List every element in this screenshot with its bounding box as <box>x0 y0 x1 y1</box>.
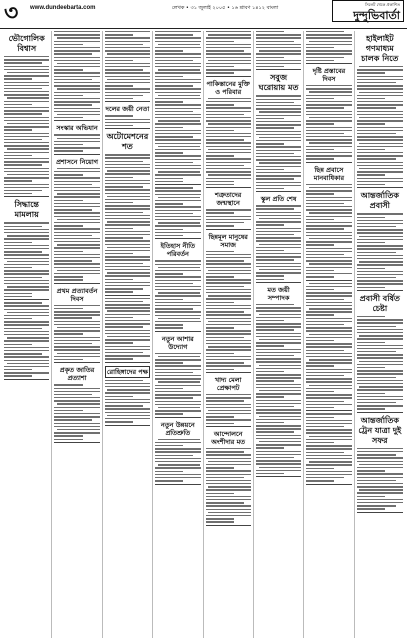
article-body-text <box>105 154 150 292</box>
article <box>155 187 200 239</box>
article-body-text <box>155 353 200 415</box>
article-headline: ভৌগোলিক বিশ্বাস <box>8 34 45 53</box>
article-divider <box>54 120 99 121</box>
article-body-text <box>105 115 150 126</box>
article-divider <box>54 442 99 443</box>
article-divider <box>206 525 251 526</box>
article-divider <box>105 425 150 426</box>
column-3 <box>103 31 153 638</box>
article-body-text <box>256 205 301 280</box>
masthead-name: দুন্দুভিবার্তা <box>353 9 400 22</box>
article-body-text <box>357 213 403 288</box>
article-body-text <box>306 413 351 481</box>
article-headline: আন্দোলনে অংশীদার মত <box>211 430 246 447</box>
article-body-text <box>306 31 351 61</box>
article-divider <box>206 426 251 427</box>
article-body-text <box>4 302 49 377</box>
article-divider <box>105 101 150 102</box>
article-headline: পাকিস্তানের মুক্তি ও পরিবার <box>206 79 250 96</box>
article-body-text <box>4 56 49 194</box>
article-headline: হাইলাইট গণমাধ্যম চালক নিতে <box>361 34 399 63</box>
article-divider <box>4 299 49 300</box>
article <box>206 233 251 373</box>
article-divider <box>256 476 301 477</box>
article <box>206 191 251 229</box>
article <box>54 158 99 284</box>
article <box>155 31 200 185</box>
article-body-text <box>256 31 301 67</box>
article <box>155 421 200 485</box>
article <box>54 124 99 154</box>
article-divider <box>206 76 251 77</box>
article-headline: প্রশাসনে নিয়োগ <box>56 157 99 166</box>
article-headline: স্কুল প্রতি শেষ <box>260 195 297 204</box>
article <box>306 67 351 163</box>
article <box>256 31 301 70</box>
article-divider <box>306 280 351 281</box>
article-divider <box>155 184 200 185</box>
header-rule <box>0 28 407 29</box>
article <box>357 294 403 413</box>
article-body-text <box>54 305 99 361</box>
article-headline: আন্তর্জাতিক ট্রেন যাত্রা দুই সফর <box>358 415 402 445</box>
article-divider <box>357 187 403 188</box>
article <box>306 31 351 64</box>
article-headline: শত্রুতাদের জন্মস্থানে <box>215 191 242 208</box>
column-7 <box>304 31 354 638</box>
article-divider <box>256 191 301 192</box>
article <box>206 80 251 188</box>
article-headline: আন্তর্জাতিক প্রবাসী <box>360 191 399 211</box>
article <box>206 31 251 77</box>
article-headline: নতুন আশার উদ্যোগ <box>161 334 194 351</box>
article-body-text <box>155 439 200 482</box>
newspaper-columns <box>2 31 405 638</box>
article-body-text <box>54 134 99 151</box>
article-headline: ইতিহাস নীতি পরিবর্তন <box>160 242 196 259</box>
article <box>4 302 49 380</box>
article-headline: দৃষ্টি প্রস্তাবের দিবস <box>312 67 346 84</box>
article-divider <box>357 412 403 413</box>
article <box>256 286 301 477</box>
column-5 <box>204 31 254 638</box>
article-body-text <box>105 380 150 423</box>
article <box>256 73 301 192</box>
site-url: www.dundeebarta.com <box>30 5 96 11</box>
page-number: ৩ <box>4 1 19 26</box>
masthead <box>332 0 404 22</box>
article-headline: দলের জয়ী নেতা <box>105 105 150 114</box>
article-body-text <box>54 384 99 440</box>
article <box>4 200 49 300</box>
article-body-text <box>206 394 251 424</box>
article <box>357 34 403 188</box>
article-divider <box>54 154 99 155</box>
article <box>256 195 301 283</box>
article-headline: প্রকৃত জাতির প্রত্যাশা <box>59 366 95 383</box>
article-divider <box>256 69 301 70</box>
article-divider <box>357 290 403 291</box>
article-divider <box>155 484 200 485</box>
article-divider <box>4 379 49 380</box>
article-divider <box>54 283 99 284</box>
article <box>357 191 403 291</box>
article <box>105 132 150 295</box>
article-headline: প্রবাসী বর্ষিত চেষ্টা <box>359 294 400 314</box>
article-divider <box>54 362 99 363</box>
column-8 <box>355 31 405 638</box>
article <box>155 335 200 418</box>
article-body-text <box>54 168 99 281</box>
article-divider <box>4 196 49 197</box>
article <box>206 430 251 526</box>
article-headline: সংস্কার অভিযান <box>56 124 98 133</box>
article-body-text <box>155 260 200 328</box>
article <box>54 31 99 121</box>
article-body-text <box>206 448 251 523</box>
article <box>54 366 99 443</box>
article-headline: খাদ্য মেলা প্রেক্ষাপট <box>214 375 242 392</box>
article-divider <box>206 229 251 230</box>
article <box>54 287 99 364</box>
article <box>105 105 150 129</box>
article-body-text <box>306 184 351 278</box>
article-body-text <box>4 222 49 297</box>
article-headline: নতুন উন্নয়নে প্রতিশ্রুতি <box>160 420 195 437</box>
article <box>357 416 403 513</box>
article-divider <box>105 128 150 129</box>
article-divider <box>306 63 351 64</box>
article-body-text <box>306 85 351 160</box>
article-body-text <box>206 31 251 74</box>
article-body-text <box>206 209 251 226</box>
article-divider <box>357 512 403 513</box>
article-divider <box>155 331 200 332</box>
article-body-text <box>54 31 99 118</box>
article <box>306 166 351 281</box>
article-headline: সবুজ ঘরোয়ায় মত <box>258 73 299 93</box>
article <box>155 242 200 331</box>
article-divider <box>306 484 351 485</box>
article-headline: রোহিঙ্গাদের পক্ষ <box>105 366 150 378</box>
article-headline: ছিন্ন প্রবাসে মানবাধিকার <box>313 165 345 182</box>
column-2 <box>52 31 102 638</box>
article-divider <box>105 295 150 296</box>
article-body-text <box>357 448 403 510</box>
column-4 <box>153 31 203 638</box>
article-headline: মত জয়ী সম্পাদক <box>267 285 290 302</box>
article <box>105 298 150 363</box>
article-headline: সিদ্ধান্তে মামলায় <box>14 200 39 220</box>
article-divider <box>206 187 251 188</box>
article <box>306 283 351 412</box>
article-body-text <box>155 187 200 236</box>
article-divider <box>206 372 251 373</box>
article-body-text <box>256 95 301 189</box>
article-body-text <box>357 316 403 410</box>
article-body-text <box>306 283 351 409</box>
masthead-tagline: সিলেট থেকে প্রকাশিত <box>364 2 400 7</box>
article-headline: প্রথম প্রত্যাবর্তন দিবস <box>56 286 98 303</box>
article <box>105 366 150 426</box>
article-body-text <box>206 98 251 185</box>
page-header <box>0 0 407 28</box>
article <box>306 413 351 484</box>
article-divider <box>155 417 200 418</box>
article-body-text <box>105 298 150 360</box>
article-body-text <box>155 31 200 182</box>
article-divider <box>306 162 351 163</box>
article-divider <box>155 238 200 239</box>
article-divider <box>105 362 150 363</box>
dateline: লেখক • ৩১ জুলাই ২০০৫ • ১৬ শ্রাবণ ১৪১২ বাংলা <box>171 5 279 11</box>
article-body-text <box>206 251 251 370</box>
column-6 <box>254 31 304 638</box>
article-body-text <box>357 66 403 185</box>
article-divider <box>306 410 351 411</box>
article <box>4 34 49 197</box>
article-body-text <box>105 31 150 99</box>
article <box>105 31 150 102</box>
article <box>206 376 251 427</box>
column-1 <box>2 31 52 638</box>
article-headline: ছিন্নমূল মানুষের সমাজ <box>208 232 248 249</box>
article-headline: অটোমেশনের শত <box>106 132 149 152</box>
article-divider <box>256 282 301 283</box>
article-body-text <box>256 304 301 474</box>
